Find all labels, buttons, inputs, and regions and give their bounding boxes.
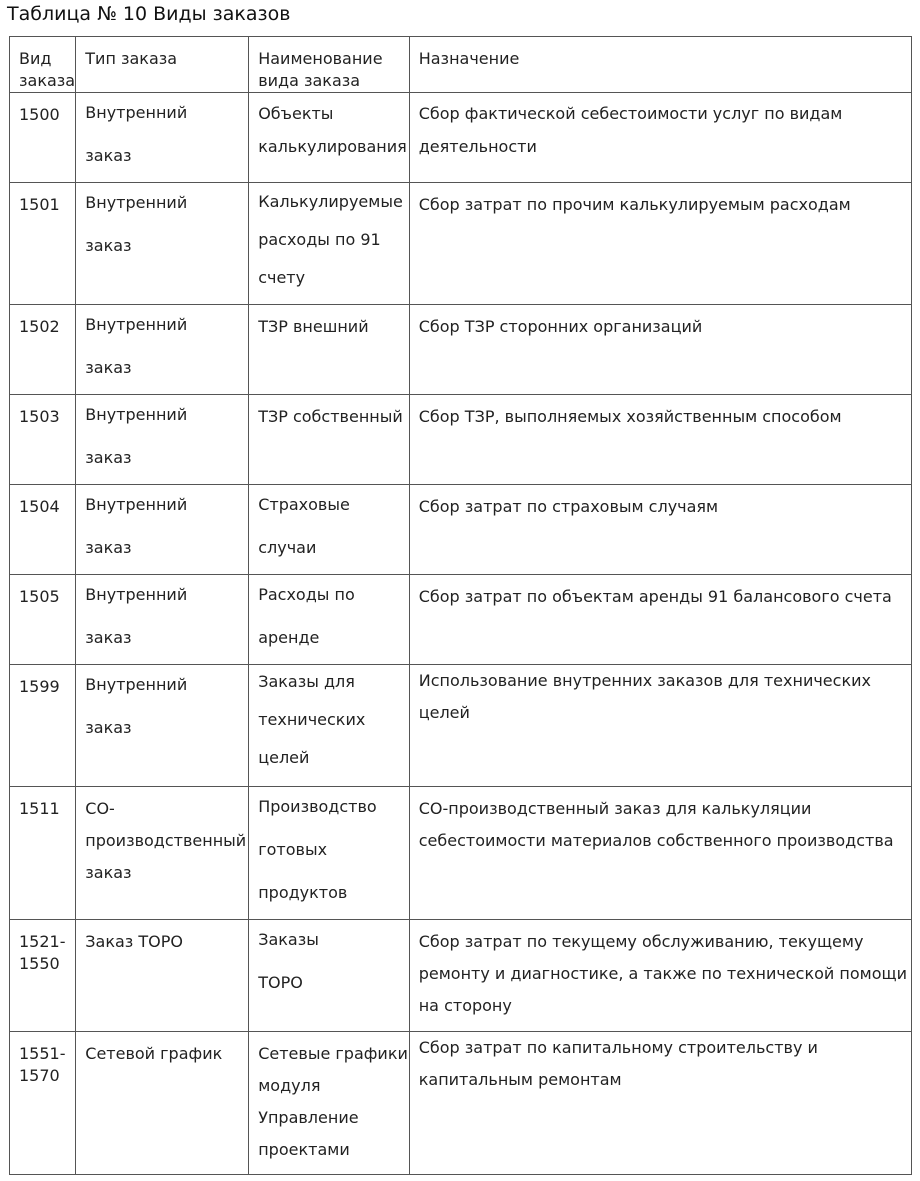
order-name-cell: Расходы по аренде: [249, 575, 410, 665]
order-name-cell: Сетевые графики модуля Управление проектами: [249, 1032, 410, 1175]
order-code-cell: 1502: [10, 305, 76, 395]
table-row: [10, 920, 912, 1032]
order-name-cell: Производство готовых продуктов: [249, 787, 410, 920]
order-name-cell: ТЗР собственный: [249, 395, 410, 485]
purpose-cell: Сбор затрат по объектам аренды 91 балансового счета: [409, 575, 911, 665]
table-row: [10, 93, 912, 183]
order-code-cell: 1500: [10, 93, 76, 183]
purpose-cell: Сбор затрат по страховым случаям: [409, 485, 911, 575]
header-order-name: Наименование вида заказа: [249, 37, 410, 93]
order-code-cell: 1503: [10, 395, 76, 485]
order-code-cell: 1505: [10, 575, 76, 665]
order-code-cell: 1521- 1550: [10, 920, 76, 1032]
order-name-cell: ТЗР внешний: [249, 305, 410, 395]
purpose-cell: Сбор затрат по прочим калькулируемым расходам: [409, 183, 911, 305]
order-code-cell: 1599: [10, 665, 76, 787]
order-type-cell: Внутренний заказ: [76, 485, 249, 575]
purpose-cell: СО-производственный заказ для калькуляции себестоимости материалов собственного производства: [409, 787, 911, 920]
table-row: [10, 395, 912, 485]
order-type-cell: СО- производственный заказ: [76, 787, 249, 920]
order-name-cell: Заказы ТОРО: [249, 920, 410, 1032]
table-row: [10, 183, 912, 305]
table-row: [10, 575, 912, 665]
table-row: [10, 1032, 912, 1175]
order-type-cell: Внутренний заказ: [76, 183, 249, 305]
order-type-cell: Сетевой график: [76, 1032, 249, 1175]
purpose-cell: Сбор ТЗР, выполняемых хозяйственным способом: [409, 395, 911, 485]
order-name-cell: Объекты калькулирования: [249, 93, 410, 183]
order-type-cell: Внутренний заказ: [76, 665, 249, 787]
order-code-cell: 1504: [10, 485, 76, 575]
order-name-cell: Заказы для технических целей: [249, 665, 410, 787]
order-type-cell: Внутренний заказ: [76, 395, 249, 485]
order-type-cell: Внутренний заказ: [76, 93, 249, 183]
purpose-cell: Сбор ТЗР сторонних организаций: [409, 305, 911, 395]
purpose-cell: Сбор затрат по капитальному строительству и капитальным ремонтам: [409, 1032, 911, 1175]
order-name-cell: Страховые случаи: [249, 485, 410, 575]
table-row: [10, 665, 912, 787]
purpose-cell: Сбор фактической себестоимости услуг по видам деятельности: [409, 93, 911, 183]
order-type-cell: Внутренний заказ: [76, 305, 249, 395]
order-code-cell: 1511: [10, 787, 76, 920]
order-code-cell: 1501: [10, 183, 76, 305]
table-title: Таблица № 10 Виды заказов: [7, 3, 291, 25]
order-type-cell: Заказ ТОРО: [76, 920, 249, 1032]
purpose-cell: Сбор затрат по текущему обслуживанию, текущему ремонту и диагностике, а также по технической помощи на сторону: [409, 920, 911, 1032]
order-code-cell: 1551- 1570: [10, 1032, 76, 1175]
table-row: [10, 485, 912, 575]
header-order-code: Вид заказа: [10, 37, 76, 93]
table-header-row: [10, 37, 912, 93]
table-row: [10, 787, 912, 920]
header-order-type: Тип заказа: [76, 37, 249, 93]
order-type-cell: Внутренний заказ: [76, 575, 249, 665]
order-name-cell: Калькулируемые расходы по 91 счету: [249, 183, 410, 305]
header-purpose: Назначение: [409, 37, 911, 93]
order-types-table: [9, 36, 912, 1175]
purpose-cell: Использование внутренних заказов для технических целей: [409, 665, 911, 787]
table-row: [10, 305, 912, 395]
